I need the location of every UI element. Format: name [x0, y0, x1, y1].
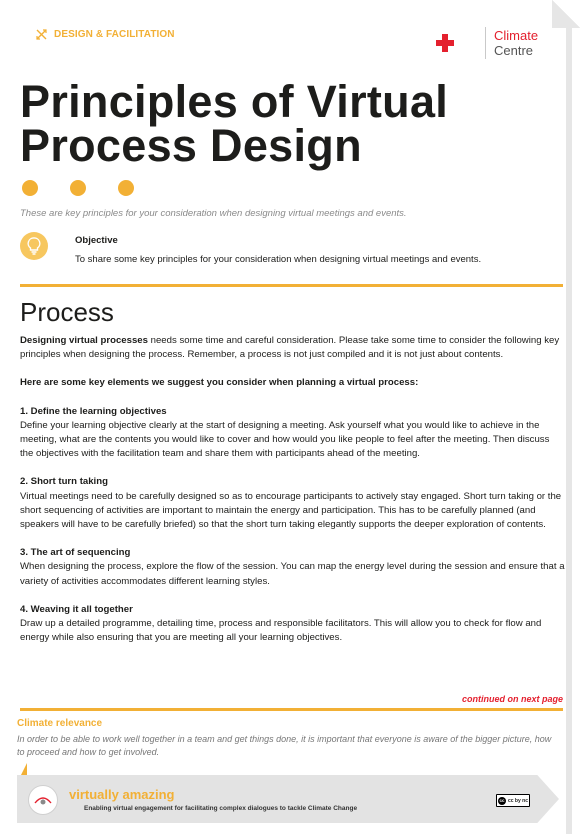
logo-line-1: Climate	[494, 28, 539, 43]
list-item	[20, 475, 565, 532]
logo-text	[494, 28, 538, 58]
process-paragraph	[20, 334, 565, 362]
item-1-title: 1. Define the learning objectives	[20, 405, 167, 417]
objective-title: Objective	[75, 235, 118, 246]
climate-centre-logo	[436, 26, 538, 60]
process-lead-text: Here are some key elements we suggest you consider when planning a virtual process:	[20, 377, 419, 389]
continued-link[interactable]: continued on next page	[461, 694, 563, 704]
process-lead	[20, 376, 565, 390]
intro-text: These are key principles for your consideration when designing virtual meetings and events.	[20, 208, 407, 219]
process-paragraph-rest: needs some time and careful consideration. Please take some time to consider the following key principles when designing the process. Remember, a process is not just compiled and it is not just about contents.	[20, 335, 560, 361]
creative-commons-icon[interactable]	[496, 794, 530, 807]
item-3-title: 3. The art of sequencing	[20, 547, 131, 559]
title-line-1: Principles of Virtual	[20, 76, 449, 127]
logo-line-2: Centre	[494, 43, 534, 58]
list-item	[20, 405, 565, 462]
item-4-text: Draw up a detailed programme, detailing time, process and responsible facilitators. This will allow you to check for flow and energy while also ensuring that you are meeting all your learning objectives.	[20, 618, 542, 644]
list-item	[20, 546, 565, 589]
dot-1	[22, 180, 38, 196]
cc-circle: cc	[499, 798, 505, 803]
decorative-dots	[22, 180, 134, 196]
lightbulb-icon	[20, 232, 48, 260]
page-corner-fold	[552, 0, 580, 28]
process-paragraph-bold: Designing virtual processes	[20, 335, 148, 346]
item-2-title: 2. Short turn taking	[20, 476, 108, 488]
process-body	[20, 334, 565, 659]
divider-top	[20, 284, 563, 287]
cross-arrows-icon	[36, 29, 47, 40]
arrow-mark-icon	[21, 763, 27, 775]
footer-brand: virtually amazing	[69, 787, 175, 802]
relevance-text: In order to be able to work well together in a team and get things done, it is important that everyone is aware of the bigger picture, how to proceed and how to get involved.	[17, 734, 552, 757]
dot-3	[118, 180, 134, 196]
footer-tagline: Enabling virtual engagement for facilitating complex dialogues to tackle Climate Change	[84, 805, 358, 812]
dot-2	[70, 180, 86, 196]
item-1-text: Define your learning objective clearly at the start of designing a meeting. Ask yourself what you would like to achieve in the meeting, what are the contents you would like to cover and how would you like people to feel after the meeting. Then discuss the objectives with the facilitation team and share them with participants ahead of the meeting.	[20, 419, 550, 460]
category-label	[36, 29, 175, 40]
item-4-title: 4. Weaving it all together	[20, 603, 133, 615]
divider-bottom	[20, 708, 563, 711]
item-3-text: When designing the process, explore the flow of the session. You can map the energy level during the session and ensure that a variety of activities accommodates different learning styles.	[20, 561, 565, 587]
list-item	[20, 603, 565, 646]
title-line-2: Process Design	[20, 120, 362, 171]
page-title	[20, 76, 449, 171]
license-text: cc by nc	[507, 797, 528, 804]
logo-divider	[485, 27, 486, 59]
item-2-text: Virtual meetings need to be carefully designed so as to encourage participants to actively stay engaged. Short turn taking or the short sequencing of activities are important to maintain the energy and participation. This has to be carefully planned (and speakers will have to be carefully briefed) so that the short turn taking elegantly supports the deeper exploration of contents.	[20, 490, 562, 531]
relevance-title: Climate relevance	[17, 718, 103, 729]
red-cross-crescent-icon	[436, 32, 476, 54]
objective-text: To share some key principles for your consideration when designing virtual meetings and events.	[75, 254, 482, 265]
process-heading: Process	[20, 297, 114, 327]
category-text: DESIGN & FACILITATION	[54, 29, 175, 40]
virtually-amazing-logo-icon	[28, 785, 58, 815]
